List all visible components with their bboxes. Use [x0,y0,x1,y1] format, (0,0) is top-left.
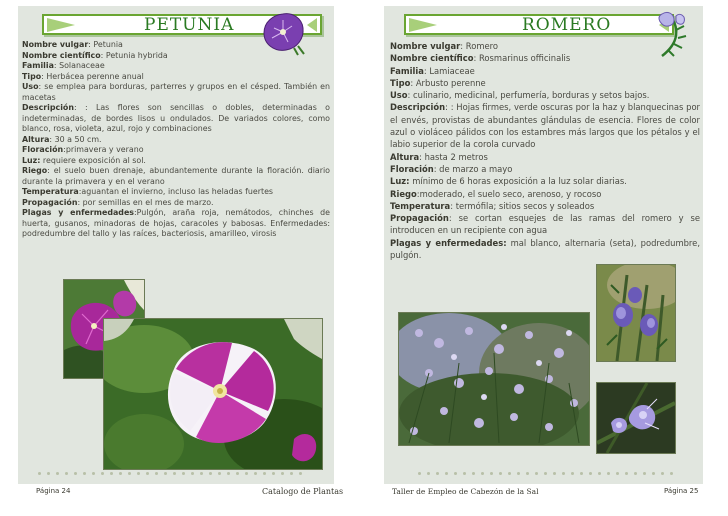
left-page-title: PETUNIA [144,15,235,35]
field-row: Luz: mínimo de 6 horas exposición a la luz solar diarias. [390,176,627,187]
field-row: Plagas y enfermedades: mal blanco, alternaria (seta), podredumbre, pulgón. [390,237,700,261]
petunia-photo-large [103,318,323,470]
right-title-banner [404,14,674,35]
field-row: Nombre científico: Petunia hybrida [22,50,168,60]
rosemary-photo-closeup-top-art [597,265,675,361]
left-text-block [22,40,330,240]
petunia-photo-large-art [104,319,322,469]
rosemary-photo-bush-art [399,313,589,445]
field-row: Floración: de marzo a mayo [390,163,513,174]
field-row: Plagas y enfermedades:Pulgón, araña roja, nemátodos, chinches de huerta, gusanos, minadoras de hojas, caracoles y babosas. Enfermedades: podredumbre del tallo y las raíces, bacteriosis, amarilleo, virosis [22,208,330,238]
field-row: Altura: 30 a 50 cm. [22,134,102,144]
field-row: Temperatura:aguantan el invierno, incluso las heladas fuertes [22,187,274,196]
field-row: Uso: culinario, medicinal, perfumería, borduras y setos bajos. [390,90,650,101]
field-row: Floración:primavera y verano [22,145,144,154]
right-page [384,6,703,484]
field-row: Familia: Solanaceae [22,61,105,70]
field-row: Nombre vulgar: Petunia [22,40,123,49]
right-footer-page: Página 25 [664,487,699,495]
field-row: Altura: hasta 2 metros [390,151,488,162]
left-dotted-divider [38,472,308,476]
left-page [18,6,334,484]
right-footer-title: Taller de Empleo de Cabezón de la Sal [392,487,539,496]
field-row: Nombre vulgar: Romero [390,41,499,51]
rosemary-photo-bush [398,312,590,446]
field-row: Familia: Lamiaceae [390,65,475,76]
right-title-arrow [409,18,437,32]
field-row: Tipo: Herbácea perenne anual [22,71,144,81]
left-footer-title: Catalogo de Plantas [262,487,344,496]
field-row: Uso: se emplea para borduras, parterres y grupos en el césped. También en macetas [22,82,330,102]
right-text-block [390,40,700,261]
field-row: Riego: el suelo buen drenaje, abundantemente durante la floración. diario durante la primavera y en el verano [22,166,330,186]
rosemary-photo-closeup-top [596,264,676,362]
field-row: Descripción: : Las flores son sencillas o dobles, determinadas o indeterminadas, de bordes lisos u ondulados. De variados colores, como blanco, rosa, violeta, azul, rojo y combinaciones [22,103,330,133]
field-row: Tipo: Arbusto perenne [390,77,486,88]
rosemary-photo-closeup-bottom [596,382,676,454]
left-title-arrow [47,18,75,32]
field-row: Luz: requiere exposición al sol. [22,155,146,165]
rosemary-photo-closeup-bottom-art [597,383,675,453]
left-title-arrow-end [307,18,317,32]
left-footer-page: Página 24 [36,487,71,495]
field-row: Propagación: por semillas en el mes de marzo. [22,197,214,207]
field-row: Propagación: se cortan esquejes de las ramas del romero y se introducen en un recipiente con agua [390,213,701,236]
field-row: Descripción: : Hojas firmes, verde oscuras por la haz y blanquecinas por el envés, provistas de abundantes glándulas de esencia. Flores de color azul o violáceo pálidos con los estambres más largos que los pétalos y el labio superior de la corola curvado [390,102,701,150]
right-page-title: ROMERO [522,15,612,35]
field-row: Temperatura: termófila; sitios secos y soleados [390,200,595,211]
right-dotted-divider [418,472,679,476]
field-row: Riego:moderado, el suelo seco, arenoso, y rocoso [390,188,602,199]
field-row: Nombre científico: Rosmarinus officinalis [390,53,571,64]
